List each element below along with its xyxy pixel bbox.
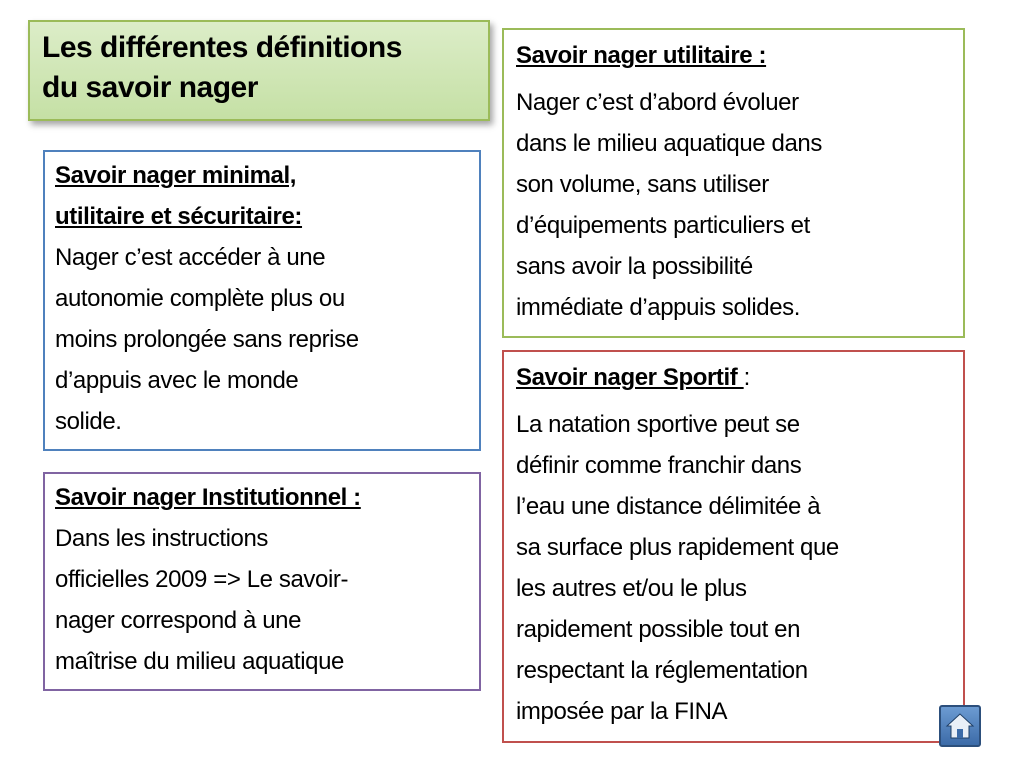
minimal-heading-line-2: utilitaire et sécuritaire: [55, 203, 303, 230]
sportif-text-line: sa surface plus rapidement que [516, 534, 839, 561]
sportif-text [516, 404, 951, 732]
utilitaire-text-line: sans avoir la possibilité [516, 253, 753, 280]
utilitaire-text-line: son volume, sans utiliser [516, 171, 769, 198]
sportif-heading-colon: : [743, 364, 750, 391]
utilitaire-text-line: dans le milieu aquatique dans [516, 130, 822, 157]
institutionnel-text-line: maîtrise du milieu aquatique [55, 648, 344, 675]
minimal-definition-box [43, 150, 481, 451]
sportif-text-line: respectant la réglementation [516, 657, 808, 684]
minimal-text-line: Nager c’est accéder à une [55, 244, 326, 271]
utilitaire-text-line: Nager c’est d’abord évoluer [516, 89, 799, 116]
institutionnel-text-line: Dans les instructions [55, 525, 269, 552]
sportif-heading-row [516, 357, 951, 398]
utilitaire-definition-box [502, 28, 965, 338]
utilitaire-text-line: immédiate d’appuis solides. [516, 294, 801, 321]
minimal-text-line: d’appuis avec le monde [55, 367, 299, 394]
slide-title-line-2: du savoir nager [42, 71, 258, 104]
sportif-text-line: l’eau une distance délimitée à [516, 493, 821, 520]
utilitaire-text [516, 82, 951, 328]
institutionnel-text-line: nager correspond à une [55, 607, 302, 634]
sportif-text-line: imposée par la FINA [516, 698, 728, 725]
institutionnel-heading: Savoir nager Institutionnel : [55, 484, 361, 511]
home-icon [945, 711, 975, 741]
institutionnel-definition-box [43, 472, 481, 691]
sportif-text-line: La natation sportive peut se [516, 411, 800, 438]
sportif-heading: Savoir nager Sportif [516, 364, 744, 391]
minimal-text-line: autonomie complète plus ou [55, 285, 345, 312]
minimal-heading-line-1: Savoir nager minimal, [55, 162, 297, 189]
utilitaire-text-line: d’équipements particuliers et [516, 212, 810, 239]
home-button[interactable] [939, 705, 981, 747]
sportif-text-line: rapidement possible tout en [516, 616, 801, 643]
sportif-text-line: les autres et/ou le plus [516, 575, 747, 602]
institutionnel-text-line: officielles 2009 => Le savoir- [55, 566, 349, 593]
slide-title-line-1: Les différentes définitions [42, 31, 402, 64]
sportif-text-line: définir comme franchir dans [516, 452, 802, 479]
slide-title-box [28, 20, 490, 121]
utilitaire-heading: Savoir nager utilitaire : [516, 42, 767, 69]
minimal-text-line: moins prolongée sans reprise [55, 326, 359, 353]
minimal-text-line: solide. [55, 408, 122, 435]
sportif-definition-box [502, 350, 965, 743]
